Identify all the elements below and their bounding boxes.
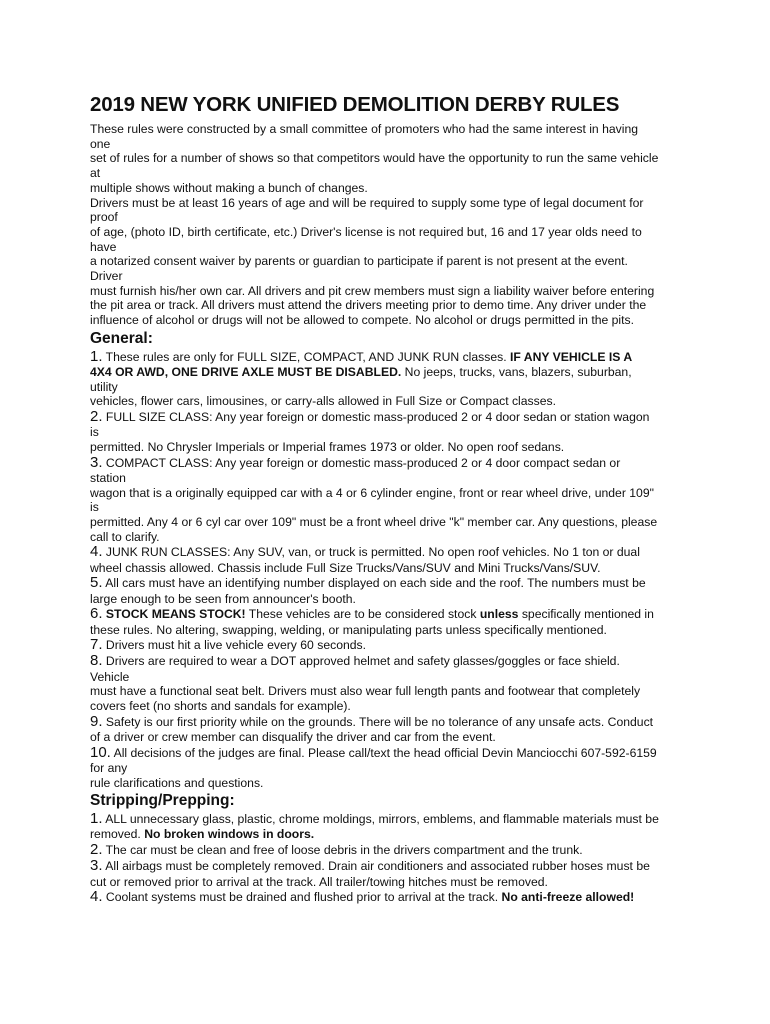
rule-number: 2. <box>90 841 103 859</box>
intro-line: have <box>90 239 117 254</box>
rule-item: 10. All decisions of the judges are final. Please call/text the head official Devin Manciocchi 607-592-6159 for any rule clarifications and questions. <box>90 743 657 790</box>
rule-item: 4. Coolant systems must be drained and flushed prior to arrival at the track. No anti-freeze allowed! <box>90 888 635 906</box>
intro-line: a notarized consent waiver by parents or guardian to participate if parent is not present at the event. <box>90 254 628 269</box>
rule-number: 2. <box>90 408 103 426</box>
rule-item: 2. FULL SIZE CLASS: Any year foreign or domestic mass-produced 2 or 4 door sedan or station wagon is permitted. No Chrysler Imperials or Imperial frames 1973 or older. No open roof sedans. <box>90 408 650 455</box>
rule-item: 5. All cars must have an identifying number displayed on each side and the roof. The numbers must be large enough to be seen from announcer's booth. <box>90 574 646 606</box>
intro-line: set of rules for a number of shows so that competitors would have the opportunity to run the same vehicle <box>90 151 659 166</box>
intro-line: influence of alcohol or drugs will not be allowed to compete. No alcohol or drugs permitted in the pits. <box>90 313 634 328</box>
general-rules-list <box>90 349 690 790</box>
rule-number: 5. <box>90 574 103 592</box>
rule-item: 7. Drivers must hit a live vehicle every 60 seconds. <box>90 636 367 654</box>
document-page <box>90 92 690 905</box>
rule-number: 1. <box>90 810 103 828</box>
intro-line: must furnish his/her own car. All drivers and pit crew members must sign a liability waiver before entering <box>90 283 655 298</box>
rule-number: 8. <box>90 652 103 670</box>
rule-item: 3. COMPACT CLASS: Any year foreign or domestic mass-produced 2 or 4 door compact sedan or station wagon that is a originally equipped car with a 4 or 6 cylinder engine, front or rear wheel drive, under 109" is permitted. Any 4 or 6 cyl car over 109" must be a front wheel drive "k" member car. Any questions, please call to clarify. <box>90 453 658 544</box>
section-heading-stripping: Stripping/Prepping: <box>90 792 235 810</box>
intro-line: of age, (photo ID, birth certificate, etc.) Driver's license is not required but, 16 and 17 year olds need to <box>90 224 642 239</box>
rule-item: 6. STOCK MEANS STOCK! These vehicles are to be considered stock unless specifically mentioned in these rules. No altering, swapping, welding, or manipulating parts unless specifically mentioned. <box>90 605 654 637</box>
intro-line: Driver <box>90 269 123 284</box>
rule-number: 4. <box>90 888 103 906</box>
intro-line: the pit area or track. All drivers must attend the drivers meeting prior to demo time. Any driver under the <box>90 298 647 313</box>
section-heading-general: General: <box>90 329 153 347</box>
rule-number: 9. <box>90 712 103 730</box>
intro-line: proof <box>90 210 118 225</box>
document-title: 2019 NEW YORK UNIFIED DEMOLITION DERBY RULES <box>90 93 620 116</box>
rule-number: 7. <box>90 636 103 654</box>
rule-item: 8. Drivers are required to wear a DOT approved helmet and safety glasses/goggles or face shield. Vehicle must have a functional seat belt. Drivers must also wear full length pants and footwear that completely covers feet (no shorts and sandals for example). <box>90 652 641 714</box>
rule-number: 4. <box>90 543 103 561</box>
rule-number: 3. <box>90 453 103 471</box>
rule-item: 1. These rules are only for FULL SIZE, COMPACT, AND JUNK RUN classes. IF ANY VEHICLE IS A 4X4 OR AWD, ONE DRIVE AXLE MUST BE DISABLED. No jeeps, trucks, vans, blazers, suburban, utility vehicles, flower cars, limousines, or carry-alls allowed in Full Size or Compact classes. <box>90 347 633 409</box>
rule-number: 10. <box>90 743 111 761</box>
rule-item: 4. JUNK RUN CLASSES: Any SUV, van, or truck is permitted. No open roof vehicles. No 1 ton or dual wheel chassis allowed. Chassis include Full Size Trucks/Vans/SUV and Mini Trucks/Vans/SUV. <box>90 543 640 575</box>
rule-item: 9. Safety is our first priority while on the grounds. There will be no tolerance of any unsafe acts. Conduct of a driver or crew member can disqualify the driver and car from the event. <box>90 712 654 744</box>
rule-number: 1. <box>90 347 103 365</box>
rule-number: 3. <box>90 857 103 875</box>
intro-line: at <box>90 166 101 181</box>
rule-number: 6. <box>90 605 103 623</box>
intro-line: These rules were constructed by a small committee of promoters who had the same interest in having <box>90 122 639 136</box>
intro-paragraph <box>90 122 690 328</box>
stripping-rules-list <box>90 811 690 905</box>
intro-line: Drivers must be at least 16 years of age and will be required to supply some type of legal document for <box>90 195 644 210</box>
rule-item: 2. The car must be clean and free of loose debris in the drivers compartment and the trunk. <box>90 841 583 859</box>
rule-item: 3. All airbags must be completely removed. Drain air conditioners and associated rubber hoses must be cut or removed prior to arrival at the track. All trailer/towing hitches must be removed. <box>90 857 650 889</box>
intro-line: multiple shows without making a bunch of changes. <box>90 180 368 195</box>
rule-item: 1. ALL unnecessary glass, plastic, chrome moldings, mirrors, emblems, and flammable materials must be removed. No broken windows in doors. <box>90 810 659 842</box>
intro-line: one <box>90 136 111 151</box>
